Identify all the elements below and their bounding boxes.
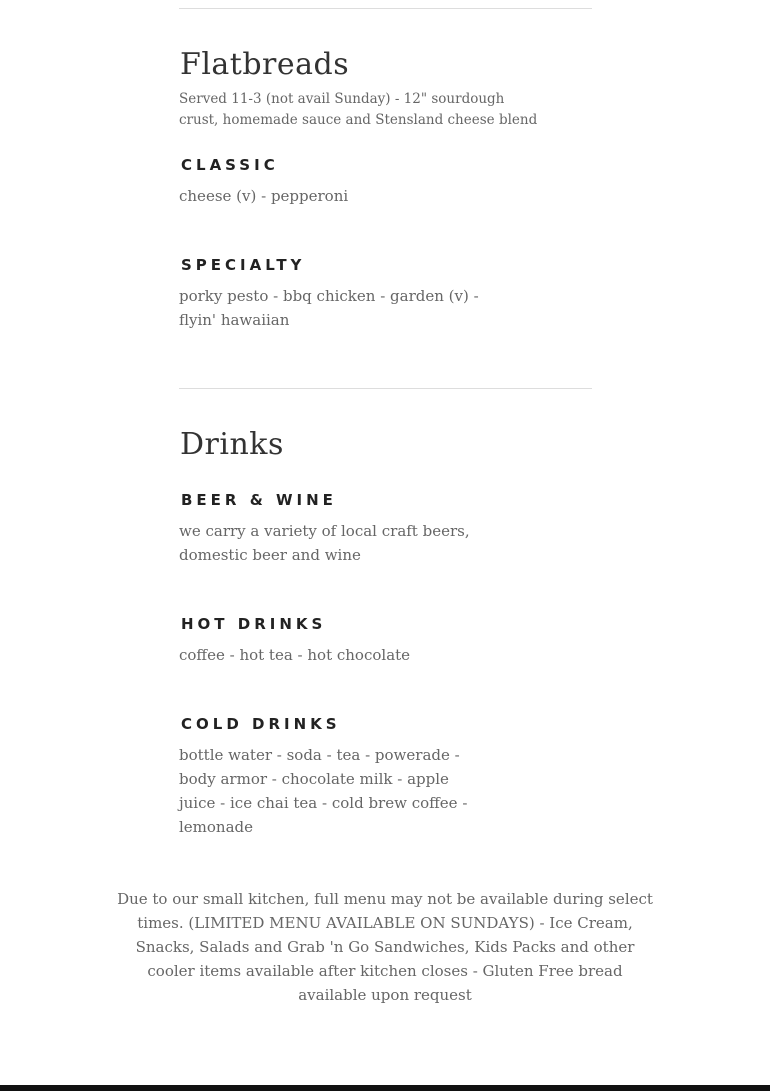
- menu-item-description: porky pesto - bbq chicken - garden (v) - flyin' hawaiian: [179, 287, 479, 329]
- menu-item-name: CLASSIC: [181, 156, 279, 174]
- menu-item-description: we carry a variety of local craft beers, domestic beer and wine: [179, 522, 470, 564]
- drinks-title: Drinks: [180, 427, 284, 462]
- menu-item-name: COLD DRINKS: [181, 715, 341, 733]
- menu-item-description: bottle water - soda - tea - powerade - body armor - chocolate milk - apple juice - ice chai tea - cold brew coffee - lemonade: [179, 746, 468, 836]
- kitchen-notice: Due to our small kitchen, full menu may not be available during select times. (LIMITED MENU AVAILABLE ON SUNDAYS) - Ice Cream, Snacks, Salads and Grab 'n Go Sandwiches, Kids Packs and other cooler items available after kitchen closes - Gluten Free bread available upon request: [117, 890, 653, 1004]
- flatbreads-subtitle: Served 11-3 (not avail Sunday) - 12" sourdough crust, homemade sauce and Stensland cheese blend: [179, 91, 538, 128]
- menu-item-description: coffee - hot tea - hot chocolate: [179, 646, 411, 664]
- menu-item-name: SPECIALTY: [181, 256, 306, 274]
- menu-item-name: BEER & WINE: [181, 491, 337, 509]
- menu-item-description: cheese (v) - pepperoni: [179, 187, 349, 205]
- menu-item-name: HOT DRINKS: [181, 615, 327, 633]
- section-divider-top: [179, 8, 592, 9]
- flatbreads-title: Flatbreads: [180, 47, 350, 82]
- footer-bar: [0, 1085, 770, 1091]
- section-divider: [179, 388, 592, 389]
